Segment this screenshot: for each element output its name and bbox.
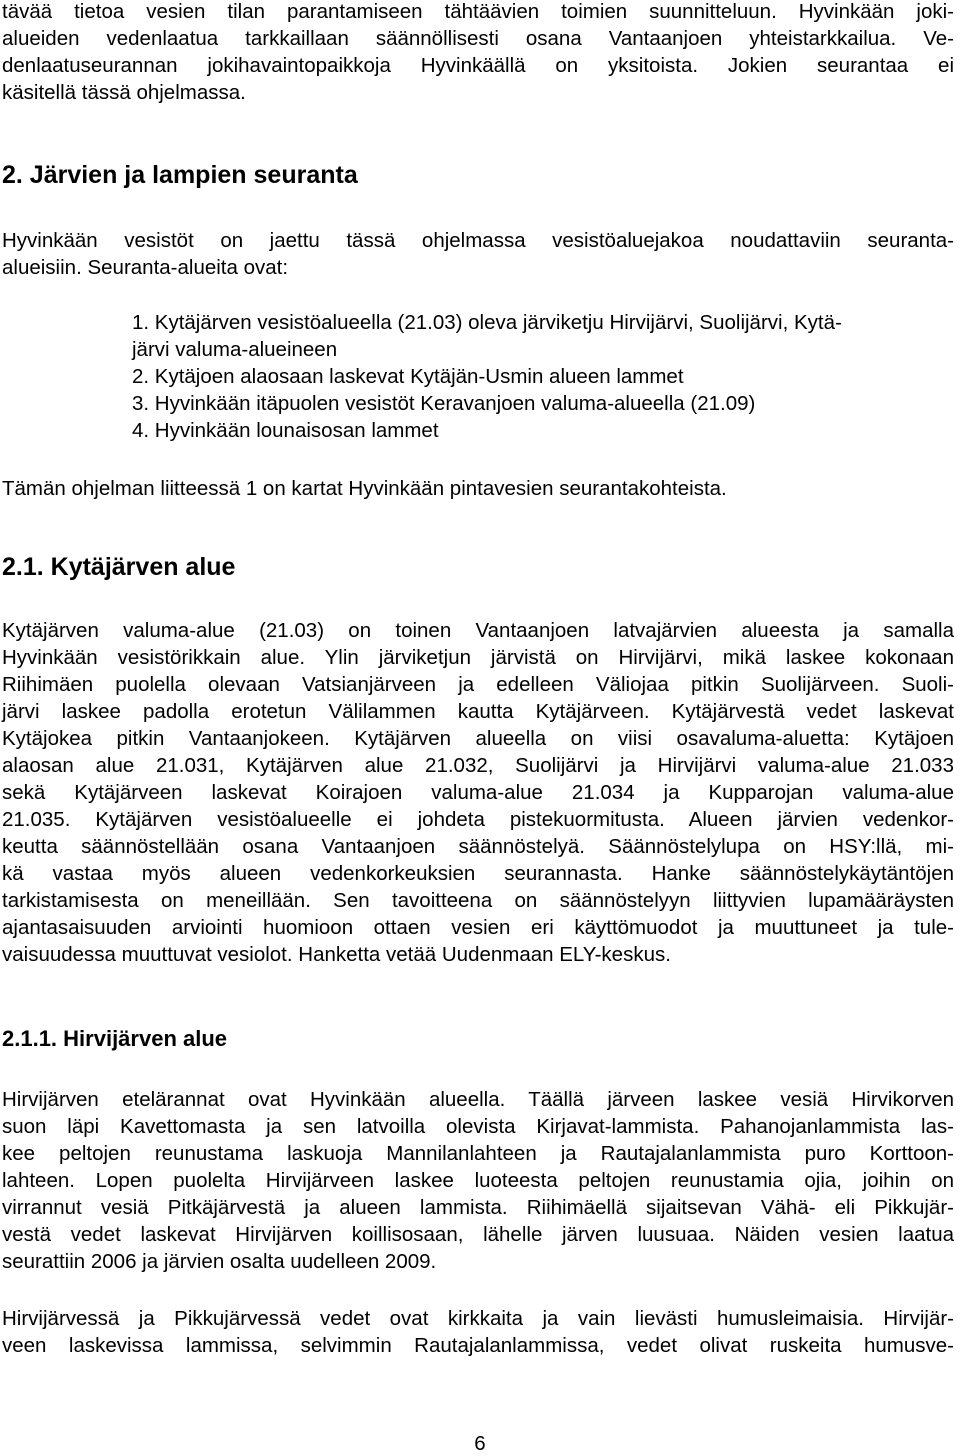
text-line: Tämän ohjelman liitteessä 1 on kartat Hyvinkään pintavesien seurantakohteista. [2, 477, 727, 500]
section211-paragraph-2 [2, 1305, 954, 1359]
text-line: järvi laskee padolla erotetun Välilammen kautta Kytäjärveen. Kytäjärvestä vedet laskevat [2, 700, 954, 723]
text-line: kä vastaa myös alueen vedenkorkeuksien seurannasta. Hanke säännöstelykäytäntöjen [2, 862, 954, 885]
text-line: kee peltojen reunustama laskuoja Mannilanlahteen ja Rautajalanlammista puro Korttoon- [2, 1142, 954, 1165]
text-line: alueisiin. Seuranta-alueita ovat: [2, 256, 289, 279]
text-line: veen laskevissa lammissa, selvimmin Rautajalanlammissa, vedet olivat ruskeita humusve- [2, 1334, 954, 1357]
text-line: tarkistamisesta on meneillään. Sen tavoitteena on säännöstelyyn liittyvien lupamääräysten [2, 889, 954, 912]
text-line: käsitellä tässä ohjelmassa. [2, 81, 246, 104]
text-line: alueiden vedenlaatua tarkkaillaan säännöllisesti osana Vantaanjoen yhteistarkkailua. Ve- [2, 27, 954, 50]
page-number: 6 [474, 1432, 486, 1455]
text-line: vaisuudessa muuttuvat vesiolot. Hanketta vetää Uudenmaan ELY-keskus. [2, 943, 671, 966]
section21-paragraph [2, 617, 954, 968]
list-item: 2. Kytäjoen alaosaan laskevat Kytäjän-Usmin alueen lammet [132, 365, 684, 388]
monitoring-areas-list [132, 309, 954, 444]
text-line: sekä Kytäjärveen laskevat Koirajoen valuma-alue 21.034 ja Kupparojan valuma-alue [2, 781, 954, 804]
list-item-continuation: järvi valuma-alueineen [132, 338, 338, 361]
list-item: 3. Hyvinkään itäpuolen vesistöt Keravanjoen valuma-alueella (21.09) [132, 392, 756, 415]
text-line: Hyvinkään vesistöt on jaettu tässä ohjelmassa vesistöaluejakoa noudattaviin seuranta- [2, 229, 954, 252]
text-line: Riihimäen puolella olevaan Vatsianjärveen ja edelleen Väliojaa pitkin Suolijärveen. Suoli- [2, 673, 954, 696]
text-line: ajantasaisuuden arviointi huomioon ottaen vesien eri käyttömuodot ja muuttuneet ja tule- [2, 916, 954, 939]
text-line: vestä vedet laskevat Hirvijärven koillisosaan, lähelle järven luusuaa. Näiden vesien laatua [2, 1223, 954, 1246]
section211-paragraph-1 [2, 1086, 954, 1275]
section2-intro-paragraph [2, 227, 954, 281]
section-heading-2-1-1: 2.1.1. Hirvijärven alue [2, 1026, 228, 1051]
text-line: Hirvijärven etelärannat ovat Hyvinkään alueella. Täällä järveen laskee vesiä Hirvikorven [2, 1088, 954, 1111]
text-line: seurattiin 2006 ja järvien osalta uudelleen 2009. [2, 1250, 437, 1273]
text-line: virrannut vesiä Pitkäjärvestä ja alueen lammista. Riihimäellä sijaitsevan Vähä- eli Pikkujär- [2, 1196, 954, 1219]
text-line: tävää tietoa vesien tilan parantamiseen tähtäävien toimien suunnitteluun. Hyvinkään joki- [2, 0, 954, 23]
text-line: Kytäjokea pitkin Vantaanjokeen. Kytäjärven alueella on viisi osavaluma-aluetta: Kytäjoen [2, 727, 954, 750]
appendix-note [2, 475, 954, 502]
section-heading-2-1: 2.1. Kytäjärven alue [2, 553, 236, 581]
text-line: keutta säännöstellään osana Vantaanjoen säännöstelyä. Säännöstelylupa on HSY:llä, mi- [2, 835, 954, 858]
list-item: 4. Hyvinkään lounaisosan lammet [132, 419, 439, 442]
text-line: denlaatuseurannan jokihavaintopaikkoja Hyvinkäällä on yksitoista. Jokien seurantaa ei [2, 54, 954, 77]
intro-paragraph [2, 0, 954, 106]
section-heading-2: 2. Järvien ja lampien seuranta [2, 161, 358, 189]
text-line: suon läpi Kavettomasta ja sen latvoilla olevista Kirjavat-lammista. Pahanojanlammista las- [2, 1115, 954, 1138]
text-line: Kytäjärven valuma-alue (21.03) on toinen Vantaanjoen latvajärvien alueesta ja samalla [2, 619, 954, 642]
text-line: alaosan alue 21.031, Kytäjärven alue 21.032, Suolijärvi ja Hirvijärvi valuma-alue 21.033 [2, 754, 954, 777]
text-line: lahteen. Lopen puolelta Hirvijärveen laskee luoteesta peltojen reunustamia ojia, joihin on [2, 1169, 954, 1192]
list-item: 1. Kytäjärven vesistöalueella (21.03) oleva järviketju Hirvijärvi, Suolijärvi, Kytä- [132, 311, 842, 334]
text-line: Hyvinkään vesistörikkain alue. Ylin järviketjun järvistä on Hirvijärvi, mikä laskee kokonaan [2, 646, 954, 669]
text-line: Hirvijärvessä ja Pikkujärvessä vedet ovat kirkkaita ja vain lievästi humusleimaisia. Hirvijär- [2, 1307, 954, 1330]
text-line: 21.035. Kytäjärven vesistöalueelle ei johdeta pistekuormitusta. Alueen järvien vedenkor- [2, 808, 954, 831]
